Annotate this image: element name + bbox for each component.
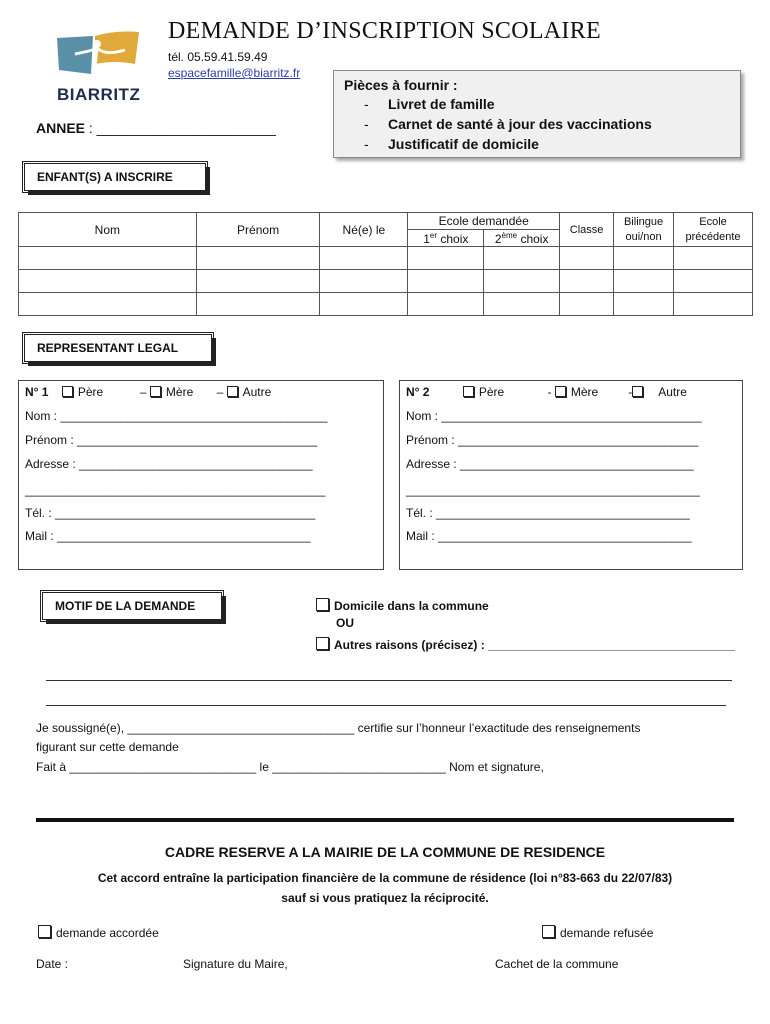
rep1-pere-label: Père	[77, 385, 104, 399]
pieces-item: - Justificatif de domicile	[364, 136, 539, 152]
accordee-label: demande accordée	[56, 926, 159, 940]
motif-opt2[interactable]	[316, 637, 735, 652]
rep1-tel-field[interactable]: Tél. : _______________________________________	[25, 506, 316, 520]
cadre-title: CADRE RESERVE A LA MAIRIE DE LA COMMUNE DE RESIDENCE	[164, 844, 606, 860]
email-link[interactable]: espacefamille@biarritz.fr	[168, 66, 301, 80]
attestation-line-3[interactable]: Fait à ____________________________ le __________________________ Nom et signature,	[36, 760, 544, 774]
rep1-nom-field[interactable]: Nom : ________________________________________	[25, 409, 328, 423]
attestation-line-1[interactable]: Je soussigné(e), __________________________________ certifie sur l’honneur l’exactitude des renseignements	[36, 721, 641, 735]
refusee-label: demande refusée	[560, 926, 654, 940]
representant-2: N° 2 Père - Mère - Autre Nom : _______________________________________ Prénom : ____________________________________ Adresse : ___________________________________ ____________________________________________ Tél. : ______________________________________ Mail : ______________________________________	[399, 380, 743, 570]
cadre-line-1: Cet accord entraîne la participation financière de la commune de résidence (loi n°83-663 du 22/07/83)	[97, 871, 673, 885]
accordee-option[interactable]	[38, 925, 159, 940]
annee-label: ANNEE	[36, 120, 86, 136]
rep2-mail-field[interactable]: Mail : ______________________________________	[406, 529, 692, 543]
rep1-mere-label: Mère	[165, 385, 194, 399]
rep1-adresse-field[interactable]: Adresse : ___________________________________	[25, 457, 313, 471]
motif-domicile-checkbox[interactable]	[316, 598, 329, 611]
annee-blank: : _______________________	[88, 120, 276, 136]
col-ne-le: Né(e) le	[320, 213, 408, 247]
rep1-pere-checkbox[interactable]	[62, 386, 73, 397]
rep2-mere-checkbox[interactable]	[555, 386, 566, 397]
col-ecole-precedente: Ecole précédente	[674, 213, 753, 247]
col-nom: Nom	[19, 213, 197, 247]
rep2-tel-field[interactable]: Tél. : ______________________________________	[406, 506, 690, 520]
col-ecole-demandee: Ecole demandée	[408, 213, 560, 230]
rep2-mere-label: Mère	[570, 385, 599, 399]
pieces-heading: Pièces à fournir :	[344, 77, 458, 93]
motif-line-2[interactable]	[46, 705, 726, 706]
logo-text: BIARRITZ	[57, 85, 141, 104]
refusee-option[interactable]	[542, 925, 653, 940]
rep1-adresse2-field[interactable]: _____________________________________________	[25, 483, 326, 497]
rep1-prenom-field[interactable]: Prénom : ____________________________________	[25, 433, 318, 447]
rep2-adresse2-field[interactable]: ____________________________________________	[406, 483, 700, 497]
annee-field[interactable]	[36, 120, 276, 136]
section-enfants: ENFANT(S) A INSCRIRE	[24, 163, 206, 191]
refusee-checkbox[interactable]	[542, 925, 555, 938]
biarritz-logo-icon	[55, 30, 145, 80]
section-representant: REPRESENTANT LEGAL	[24, 334, 212, 362]
table-row[interactable]	[19, 293, 753, 316]
accordee-checkbox[interactable]	[38, 925, 51, 938]
phone-number: tél. 05.59.41.59.49	[168, 50, 268, 64]
rep2-nom-field[interactable]: Nom : _______________________________________	[406, 409, 702, 423]
col-choix-1: 1er choix	[408, 230, 484, 247]
motif-autres-checkbox[interactable]	[316, 637, 329, 650]
signature-maire-label: Signature du Maire,	[183, 957, 288, 971]
page-title: DEMANDE D’INSCRIPTION SCOLAIRE	[168, 18, 601, 44]
divider	[36, 818, 734, 822]
date-label: Date :	[36, 957, 69, 971]
pieces-item: - Carnet de santé à jour des vaccinations	[364, 116, 652, 132]
rep1-mere-checkbox[interactable]	[150, 386, 161, 397]
rep1-num: N° 1	[25, 385, 49, 399]
pieces-box	[333, 70, 741, 158]
enfants-table	[18, 212, 753, 316]
col-classe: Classe	[560, 213, 614, 247]
motif-domicile-label: Domicile dans la commune	[334, 599, 489, 613]
rep2-pere-label: Père	[478, 385, 505, 399]
rep2-autre-checkbox[interactable]	[632, 386, 643, 397]
motif-opt1[interactable]	[316, 598, 489, 613]
rep2-adresse-field[interactable]: Adresse : ___________________________________	[406, 457, 694, 471]
representant-1: N° 1 Père – Mère – Autre Nom : ________________________________________ Prénom : ____________________________________ Adresse : ___________________________________ _____________________________________________ Tél. : _______________________________________ Mail : ______________________________________	[18, 380, 384, 570]
motif-autres-label: Autres raisons (précisez) : _____________________________________	[334, 638, 735, 652]
rep2-pere-checkbox[interactable]	[463, 386, 474, 397]
rep1-autre-label: Autre	[242, 385, 272, 399]
rep2-autre-label: Autre	[658, 385, 687, 399]
rep1-autre-checkbox[interactable]	[227, 386, 238, 397]
cachet-label: Cachet de la commune	[495, 957, 619, 971]
cadre-line-2: sauf si vous pratiquez la réciprocité.	[281, 891, 489, 905]
rep2-prenom-field[interactable]: Prénom : ____________________________________	[406, 433, 699, 447]
motif-line-1[interactable]	[46, 680, 732, 681]
rep2-num: N° 2	[406, 385, 430, 399]
section-motif: MOTIF DE LA DEMANDE	[42, 592, 222, 620]
col-prenom: Prénom	[196, 213, 320, 247]
col-choix-2: 2ème choix	[484, 230, 560, 247]
rep1-mail-field[interactable]: Mail : ______________________________________	[25, 529, 311, 543]
pieces-item: - Livret de famille	[364, 96, 495, 112]
motif-ou: OU	[336, 616, 354, 630]
table-row[interactable]	[19, 247, 753, 270]
table-row[interactable]	[19, 270, 753, 293]
col-bilingue: Bilingue oui/non	[614, 213, 674, 247]
attestation-line-2: figurant sur cette demande	[36, 740, 179, 754]
logo	[55, 30, 145, 104]
